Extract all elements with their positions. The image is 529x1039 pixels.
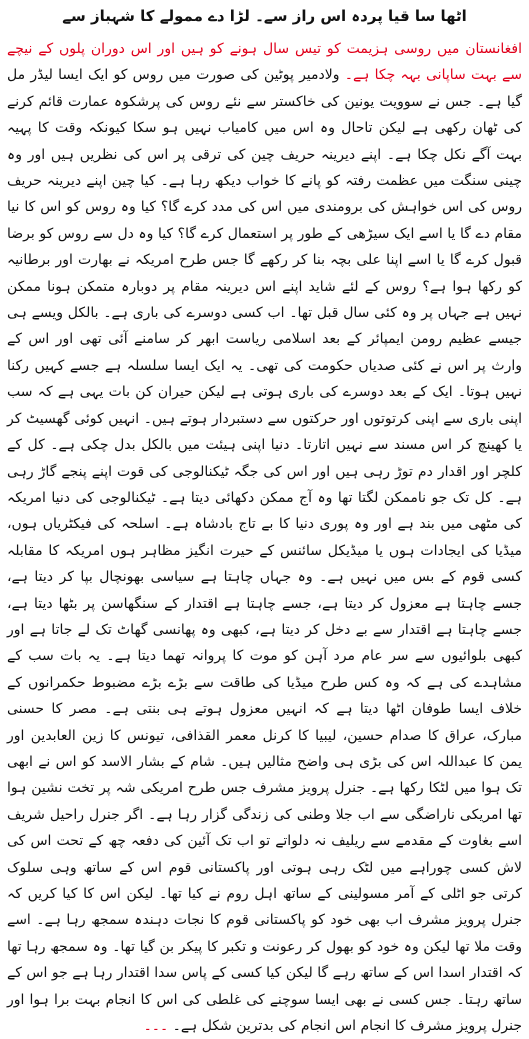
article-title: اٹھا سا قیا پردہ اس راز سے۔ لڑا دے ممولے کا شہباز سے [62, 7, 467, 25]
end-mark: ۔۔۔ [143, 1018, 169, 1035]
article-body [7, 36, 522, 1035]
body-text: ولادمیر پوٹین کی صورت میں روس کو ایک ایسا لیڈر مل گیا ہے۔ جس نے سوویت یونین کی خاکستر سے نئے روس کی پرشکوہ عمارت قائم کرنے کی ٹھان رکھی ہے لیکن تاحال وہ اس میں کامیاب نہیں ہو سکا کیونکہ وقت کا پہیہ بہت آگے نکل چکا ہے۔ اپنے دیرینہ حریف چین کی ترقی پر اس کی نظریں ہیں اور وہ چینی سنگت میں عظمت رفتہ کو پانے کا خواب دیکھ رہا ہے۔ کیا چین اپنے دیرینہ حریف روس کی اس خواہش کی برومندی میں اس کی مدد کرے گا؟ کیا وہ روس کو اس کا نیا مقام دے گا یا اسے ایک سیڑھی کے طور پر استعمال کرے گا؟ کیا وہ دل سے روس کو برضا قبول کرے گا یا اسے اپنا علی بچہ بنا کر رکھے گا جس طرح امریکہ نے بھارت اور برطانیہ کو رکھا ہوا ہے؟ روس کے لئے شاید اپنے اس دیرینہ مقام پر دوبارہ متمکن ہونا ممکن نہیں ہے جہاں پر وہ کئی سال قبل تھا۔ اب کسی دوسرے کی باری ہے۔ بالکل ویسے ہی جیسے عظیم رومن ایمپائر کے بعد اسلامی ریاست ابھر کر سامنے آئی تھی اور اس کے وارث پر اس نے کئی صدیاں حکومت کی تھی۔ یہ ایک ایسا سلسلہ ہے جسے کہیں رکنا نہیں ہوتا۔ ایک کے بعد دوسرے کی باری ہوتی ہے لیکن حیران کن بات یہی ہے کہ سب اپنی باری سے اپنی کرتوتوں اور حرکتوں سے دستبردار ہوتے ہیں۔ انہیں کوئی گھسیٹ کر یا کھینچ کر اس مسند سے نہیں اتارتا۔ دنیا اپنی ہیئت میں بالکل بدل چکی ہے۔ کل کے کلچر اور اقدار دم توڑ رہی ہیں اور اس کی جگہ ٹیکنالوجی کی قوت اپنے پنجے گاڑ رہی ہے۔ کل تک جو ناممکن لگتا تھا وہ آج ممکن دکھائی دیتا ہے۔ ٹیکنالوجی کی دنیا امریکہ کی مٹھی میں بند ہے اور وہ پوری دنیا کا بے تاج بادشاہ ہے۔ اسلحہ کی فیکٹریاں ہوں، میڈیا کی ایجادات ہوں یا میڈیکل سائنس کے حیرت انگیز مظاہر ہوں امریکہ کا مقابلہ کسی قوم کے بس میں نہیں ہے۔ وہ جہاں چاہتا ہے سیاسی بھونچال بپا کر دیتا ہے، جسے چاہتا ہے معزول کر دیتا ہے، جسے چاہتا ہے اقتدار کے سنگھاسن پر بٹھا دیتا ہے، جسے چاہتا ہے اقتدار سے بے دخل کر دیتا ہے، کبھی وہ پھانسی گھاٹ تک لے جاتا ہے اور کبھی بلوائیوں سے سر عام مرد آہن کو موت کا پروانہ تھما دیتا ہے۔ یہ بات سب کے مشاہدے کی ہے کہ وہ کس طرح میڈیا کی طاقت سے بڑے بڑے مضبوط حکمرانوں کے خلاف ایسا طوفان اٹھا دیتا ہے کہ انہیں معزول ہوتے ہی بنتی ہے۔ مصر کا حسنی مبارک، عراق کا صدام حسین، لیبیا کا کرنل معمر القذافی، تیونس کا زین العابدین اور یمن کا عبداللہ اس کی بڑی ہی واضح مثالیں ہیں۔ شام کے بشار الاسد کو اس نے ابھی تک ہوا میں لٹکا رکھا ہے۔ جنرل پرویز مشرف جس طرح امریکی شہ پر تخت نشین ہوا تھا امریکی ناراضگی سے اب جلا وطنی کی زندگی گزار رہا ہے۔ اگر جنرل راحیل شریف اسے بغاوت کے مقدمے سے ریلیف نہ دلواتے تو اب تک آئین کی دفعہ چھ کے تحت اس کی لاش کسی چوراہے میں لٹک رہی ہوتی اور پاکستانی قوم اس کے ساتھ وہی سلوک کرتی جو اٹلی کے آمر مسولینی کے ساتھ اہل روم نے کیا تھا۔ لیکن اس کا کیا کریں کہ جنرل پرویز مشرف اب بھی خود کو پاکستانی قوم کا نجات دہندہ سمجھ رہا ہے۔ اسے وقت ملا تھا لیکن وہ خود کو بھول کر رعونت و تکبر کا پیکر بن گیا تھا۔ وہ سمجھ رہا تھا کہ اقتدار اسدا اس کے ساتھ رہے گا لیکن کیا کسی کے پاس سدا اقتدار رہا ہے جو اس کے ساتھ رہتا۔ جس کسی نے بھی ایسا سوچنے کی غلطی کی اس کا انجام بہت برا ہوا اور جنرل پرویز مشرف کا انجام اس انجام کی بدترین شکل ہے۔ [7, 67, 522, 1035]
lead-paragraph-highlighted: افغانستان میں روسی ہزیمت کو تیس سال ہونے کو ہیں اور اس دوران پلوں کے نیچے سے بہت ساپانی بہہ چکا ہے۔ [7, 41, 522, 84]
